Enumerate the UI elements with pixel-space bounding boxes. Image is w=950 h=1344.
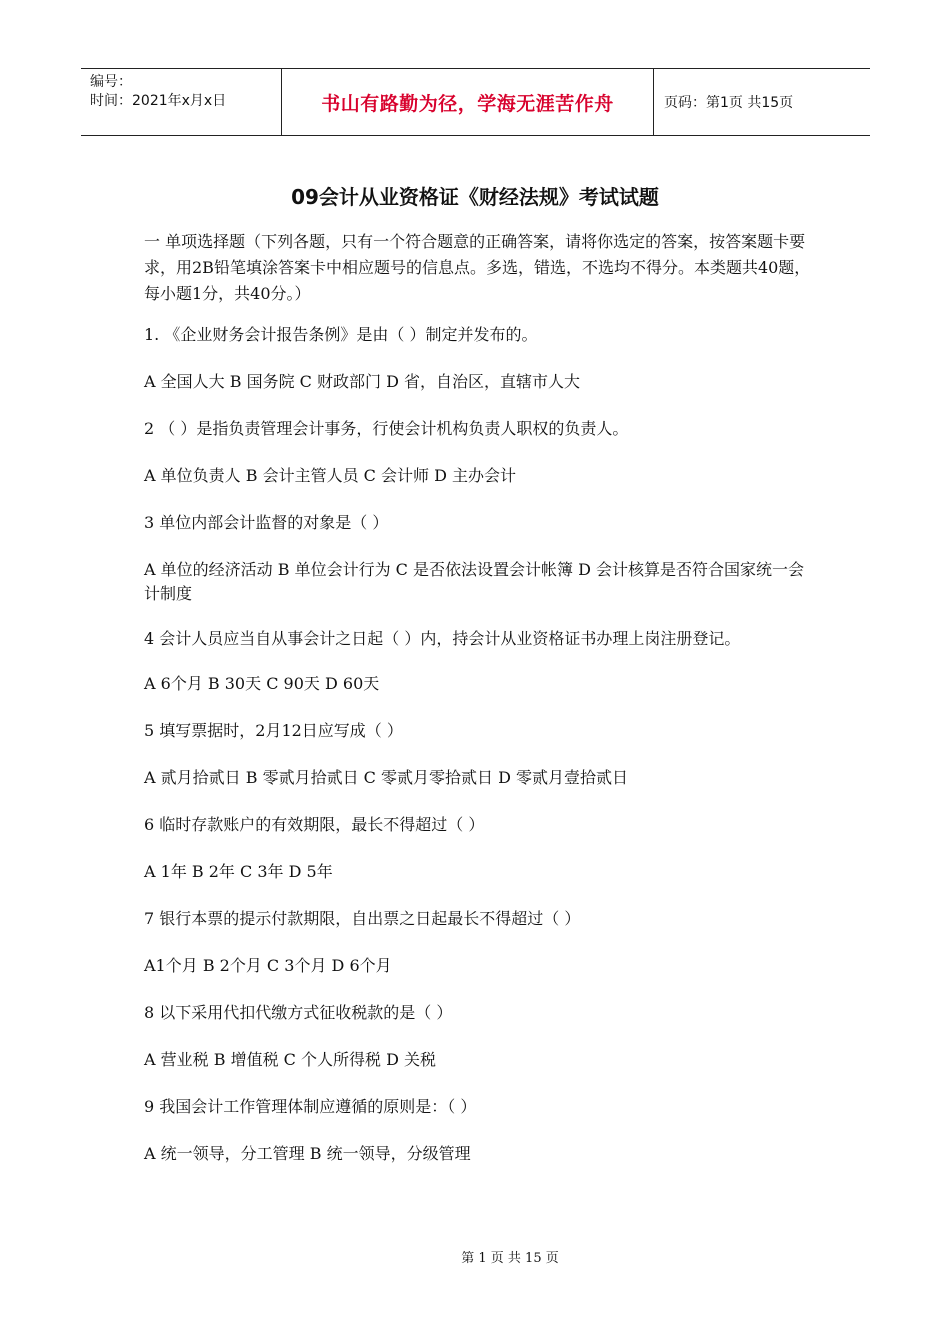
question-2: 2 （ ）是指负责管理会计事务，行使会计机构负责人职权的负责人。 xyxy=(144,419,629,438)
question-1: 1. 《企业财务会计报告条例》是由（ ）制定并发布的。 xyxy=(144,325,538,344)
page-footer: 第 1 页 共 15 页 xyxy=(461,1251,559,1266)
page-header xyxy=(81,68,870,136)
options-6: A 1年 B 2年 C 3年 D 5年 xyxy=(144,862,333,881)
header-page-info: 页码：第1页 共15页 xyxy=(664,95,794,111)
options-7: A1个月 B 2个月 C 3个月 D 6个月 xyxy=(144,956,392,975)
options-9: A 统一领导，分工管理 B 统一领导，分级管理 xyxy=(144,1144,471,1163)
date-line: 时间：2021年x月x日 xyxy=(90,93,227,109)
section-intro: 一 单项选择题（下列各题，只有一个符合题意的正确答案，请将你选定的答案，按答案题卡要求，用2B铅笔填涂答案卡中相应题号的信息点。多选，错选，不选均不得分。本类题共40题，每小题1分，共40分。） xyxy=(144,232,811,303)
code-label: 编号： xyxy=(90,74,132,90)
options-3: A 单位的经济活动 B 单位会计行为 C 是否依法设置会计帐簿 D 会计核算是否符合国家统一会计制度 xyxy=(144,560,804,603)
header-motto: 书山有路勤为径，学海无涯苦作舟 xyxy=(281,69,654,135)
document-body xyxy=(144,229,814,1189)
question-5: 5 填写票据时，2月12日应写成（ ） xyxy=(144,721,403,740)
question-9: 9 我国会计工作管理体制应遵循的原则是：（ ） xyxy=(144,1097,477,1116)
question-3: 3 单位内部会计监督的对象是（ ） xyxy=(144,513,389,532)
header-meta xyxy=(81,69,281,135)
question-7: 7 银行本票的提示付款期限，自出票之日起最长不得超过（ ） xyxy=(144,909,581,928)
question-4: 4 会计人员应当自从事会计之日起（ ）内，持会计从业资格证书办理上岗注册登记。 xyxy=(144,629,741,648)
options-1: A 全国人大 B 国务院 C 财政部门 D 省，自治区，直辖市人大 xyxy=(144,372,580,391)
options-4: A 6个月 B 30天 C 90天 D 60天 xyxy=(144,674,380,693)
options-8: A 营业税 B 增值税 C 个人所得税 D 关税 xyxy=(144,1050,436,1069)
question-6: 6 临时存款账户的有效期限，最长不得超过（ ） xyxy=(144,815,485,834)
question-8: 8 以下采用代扣代缴方式征收税款的是（ ） xyxy=(144,1003,453,1022)
document-title: 09会计从业资格证《财经法规》考试试题 xyxy=(291,185,659,209)
options-5: A 贰月拾贰日 B 零贰月拾贰日 C 零贰月零拾贰日 D 零贰月壹拾贰日 xyxy=(144,768,628,787)
options-2: A 单位负责人 B 会计主管人员 C 会计师 D 主办会计 xyxy=(144,466,516,485)
